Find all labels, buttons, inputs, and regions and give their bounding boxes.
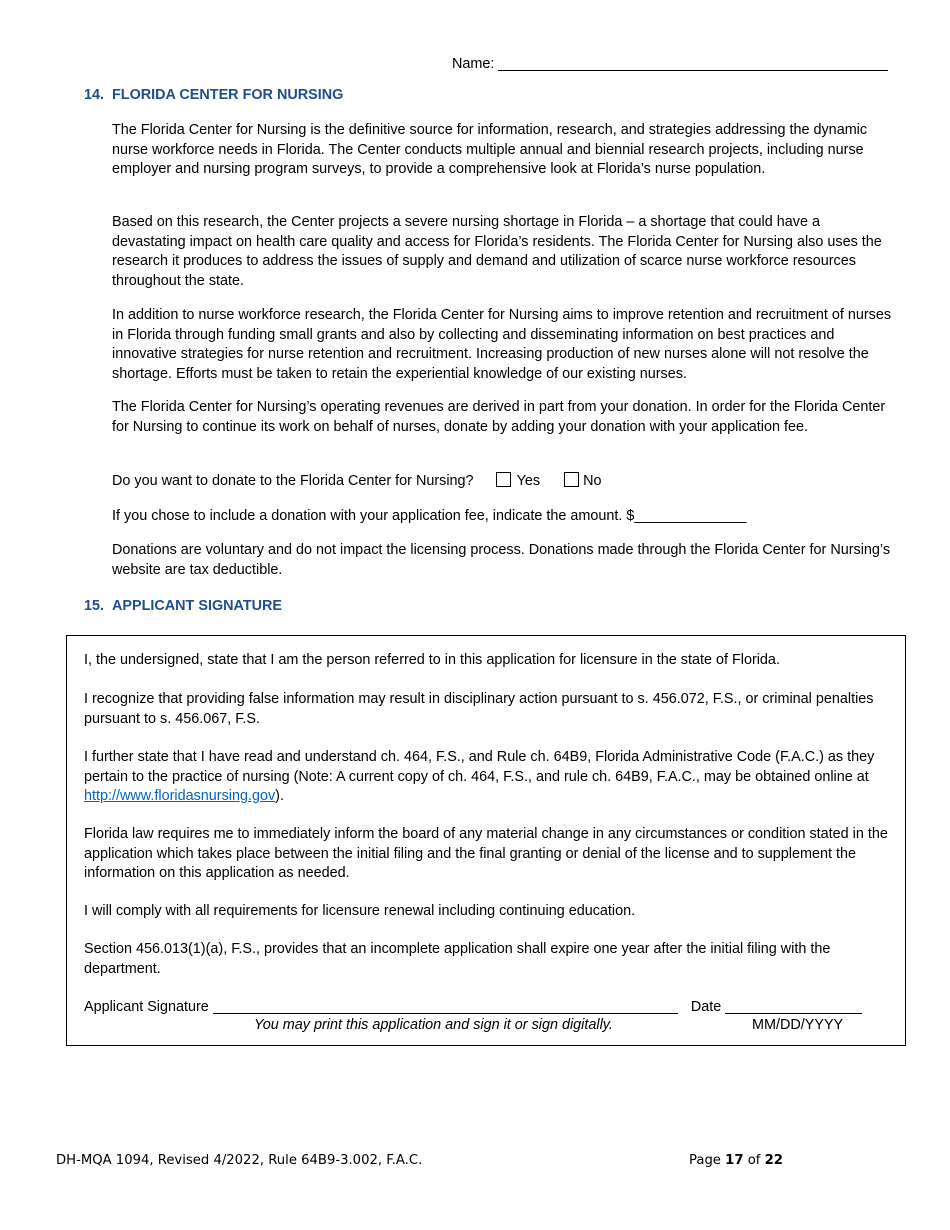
- form-identifier: DH-MQA 1094, Revised 4/2022, Rule 64B9-3.002, F.A.C.: [56, 1153, 423, 1168]
- date-field[interactable]: [725, 999, 862, 1014]
- donate-question-row: [112, 472, 601, 492]
- section-14-title: FLORIDA CENTER FOR NURSING: [112, 87, 344, 103]
- attestation-paragraph-3-text: I further state that I have read and understand ch. 464, F.S., and Rule ch. 64B9, Florida Administrative Code (F.A.C.) as they pertain to the practice of nursing (Note: A current copy of ch. 464, F.S., and rule ch. 64B9, F.A.C., may be obtained online at: [84, 749, 875, 785]
- yes-label: Yes: [516, 473, 541, 489]
- section-14-number: 14.: [84, 87, 105, 103]
- name-label: Name:: [452, 56, 495, 72]
- signature-label: Applicant Signature: [84, 999, 209, 1015]
- section-14-paragraph-2: Based on this research, the Center projects a severe nursing shortage in Florida – a shortage that could have a devastating impact on health care quality and access for Florida’s residents. The Florida Center for Nursing also uses the research it produces to address the issues of supply and demand and utilization of scarce nurse workforce resources throughout the state.: [112, 214, 882, 289]
- no-label: No: [583, 473, 602, 489]
- signature-field[interactable]: [213, 999, 678, 1014]
- donation-note: Donations are voluntary and do not impact the licensing process. Donations made through the Florida Center for Nursing’s website are tax deductible.: [112, 542, 891, 578]
- signature-note: You may print this application and sign it or sign digitally.: [254, 1017, 613, 1033]
- name-field[interactable]: [498, 56, 888, 71]
- attestation-paragraph-6: Section 456.013(1)(a), F.S., provides that an incomplete application shall expire one year after the initial filing with the department.: [84, 941, 831, 977]
- page-of: of: [747, 1153, 761, 1168]
- board-website-link[interactable]: http://www.floridasnursing.gov: [84, 788, 276, 804]
- donation-amount-prompt: If you chose to include a donation with your application fee, indicate the amount. $______________: [112, 508, 747, 524]
- date-format-hint: MM/DD/YYYY: [752, 1017, 844, 1033]
- attestation-paragraph-3: [84, 748, 896, 807]
- attestation-paragraph-5: I will comply with all requirements for licensure renewal including continuing education.: [84, 903, 636, 919]
- date-label: Date: [690, 999, 722, 1015]
- section-14-paragraph-3: In addition to nurse workforce research, the Florida Center for Nursing aims to improve retention and recruitment of nurses in Florida through funding small grants and also by collecting and disseminating information on best practices and innovative strategies for nurse retention and recruitment. Increasing production of new nurses alone will not resolve the shortage. Efforts must be taken to retain the experiential knowledge of our existing nurses.: [112, 307, 892, 382]
- attestation-paragraph-4: Florida law requires me to immediately inform the board of any material change in any circumstances or condition stated in the application which takes place between the initial filing and the final granting or denial of the license and to supplement the information on this application as needed.: [84, 826, 888, 881]
- attestation-paragraph-2: I recognize that providing false information may result in disciplinary action pursuant to s. 456.072, F.S., or criminal penalties pursuant to s. 456.067, F.S.: [84, 691, 874, 727]
- applicant-name-line: [452, 56, 892, 72]
- page-word: Page: [689, 1153, 721, 1168]
- section-14-paragraph-4: The Florida Center for Nursing’s operating revenues are derived in part from your donation. In order for the Florida Center for Nursing to continue its work on behalf of nurses, donate by adding your donation with your application fee.: [112, 399, 886, 435]
- signature-row: [84, 998, 862, 1018]
- section-14-paragraph-1: The Florida Center for Nursing is the definitive source for information, research, and strategies addressing the dynamic nurse workforce needs in Florida. The Center conducts multiple annual and biennial research projects, including nurse employer and nursing program surveys, to provide a comprehensive look at Florida’s nurse population.: [112, 122, 868, 177]
- section-15-title: APPLICANT SIGNATURE: [112, 598, 283, 614]
- donate-question: Do you want to donate to the Florida Center for Nursing?: [112, 473, 474, 489]
- section-15-heading: [84, 598, 282, 614]
- no-checkbox[interactable]: [564, 472, 579, 487]
- yes-checkbox[interactable]: [496, 472, 511, 487]
- attestation-paragraph-1: I, the undersigned, state that I am the person referred to in this application for licensure in the state of Florida.: [84, 652, 780, 668]
- section-15-number: 15.: [84, 598, 105, 614]
- page-total: 22: [764, 1153, 783, 1168]
- page-current: 17: [725, 1153, 744, 1168]
- section-14-heading: [84, 87, 343, 103]
- attestation-paragraph-3-end: ).: [275, 788, 284, 804]
- page-number: [689, 1153, 783, 1168]
